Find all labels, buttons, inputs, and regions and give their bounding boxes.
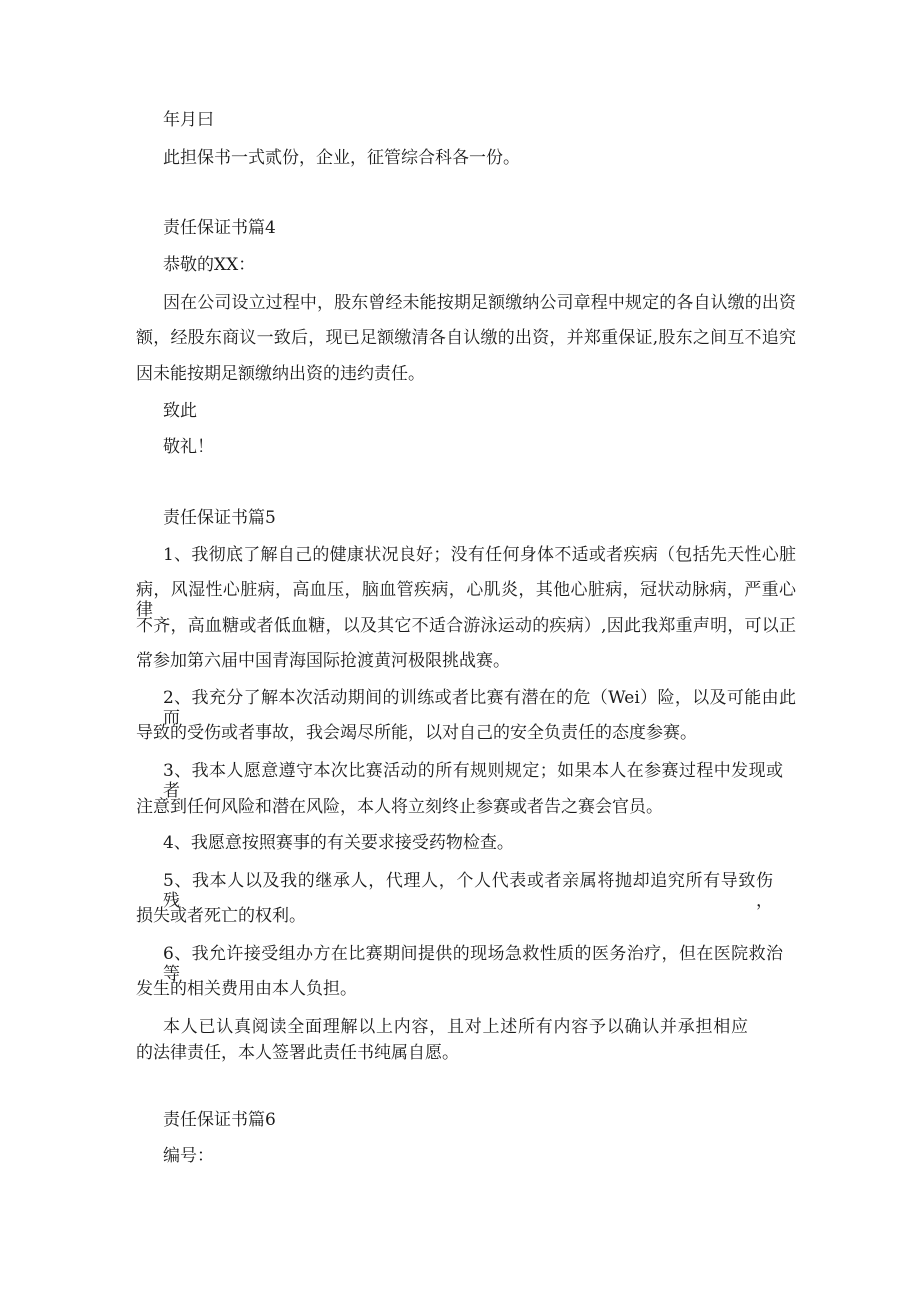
item-3-line: 3、我本人愿意遵守本次比赛活动的所有规则规定；如果本人在参赛过程中发现或者	[163, 761, 783, 801]
item-5-line: 损失或者死亡的权利。	[136, 906, 306, 926]
section-4-body-line: 因在公司设立过程中，股东曾经未能按期足额缴纳公司章程中规定的各自认缴的出资	[163, 293, 796, 313]
section-6-heading: 责任保证书篇6	[163, 1110, 276, 1130]
item-6-line: 发生的相关费用由本人负担。	[136, 979, 357, 999]
section-4-body-line: 额，经股东商议一致后，现已足额缴清各自认缴的出资，并郑重保证,股东之间互不追究	[136, 328, 796, 348]
item-4-line: 4、我愿意按照赛事的有关要求接受药物检查。	[163, 833, 514, 853]
closing-zhici: 致此	[163, 401, 197, 421]
item-6-line: 6、我允许接受组办方在比赛期间提供的现场急救性质的医务治疗，但在医院救治等	[163, 944, 783, 984]
section-4-body-line: 因未能按期足额缴纳出资的违约责任。	[136, 364, 425, 384]
item-1-line: 不齐，高血糖或者低血糖，以及其它不适合游泳运动的疾病）,因此我郑重声明，可以正	[136, 616, 796, 636]
section-5-heading: 责任保证书篇5	[163, 508, 276, 528]
copies-note: 此担保书一式贰份，企业，征管综合科各一份。	[163, 148, 520, 168]
number-label: 编号：	[163, 1146, 214, 1166]
closing-jingli: 敬礼！	[163, 437, 214, 457]
confirmation-line: 的法律责任，本人签署此责任书纯属自愿。	[136, 1043, 459, 1063]
item-1-line: 常参加第六届中国青海国际抢渡黄河极限挑战赛。	[136, 651, 510, 671]
item-2-line: 导致的受伤或者事故，我会竭尽所能，以对自己的安全负责任的态度参赛。	[136, 723, 697, 743]
date-line: 年月曰	[163, 110, 214, 130]
section-4-heading: 责任保证书篇4	[163, 218, 276, 238]
item-1-line: 病，风湿性心脏病，高血压，脑血管疾病，心肌炎，其他心脏病，冠状动脉病，严重心律	[136, 580, 796, 620]
item-5-line: 5、我本人以及我的继承人，代理人，个人代表或者亲属将抛却追究所有导致伤残，	[163, 871, 773, 911]
item-1-line: 1、我彻底了解自己的健康状况良好；没有任何身体不适或者疾病（包括先天性心脏	[163, 545, 796, 565]
section-4-salutation: 恭敬的XX：	[163, 255, 256, 275]
item-3-line: 注意到任何风险和潜在风险，本人将立刻终止参赛或者告之赛会官员。	[136, 797, 663, 817]
item-2-line: 2、我充分了解本次活动期间的训练或者比赛有潜在的危（Wei）险，以及可能由此而	[163, 688, 796, 728]
confirmation-line: 本人已认真阅读全面理解以上内容，且对上述所有内容予以确认并承担相应	[163, 1017, 748, 1037]
